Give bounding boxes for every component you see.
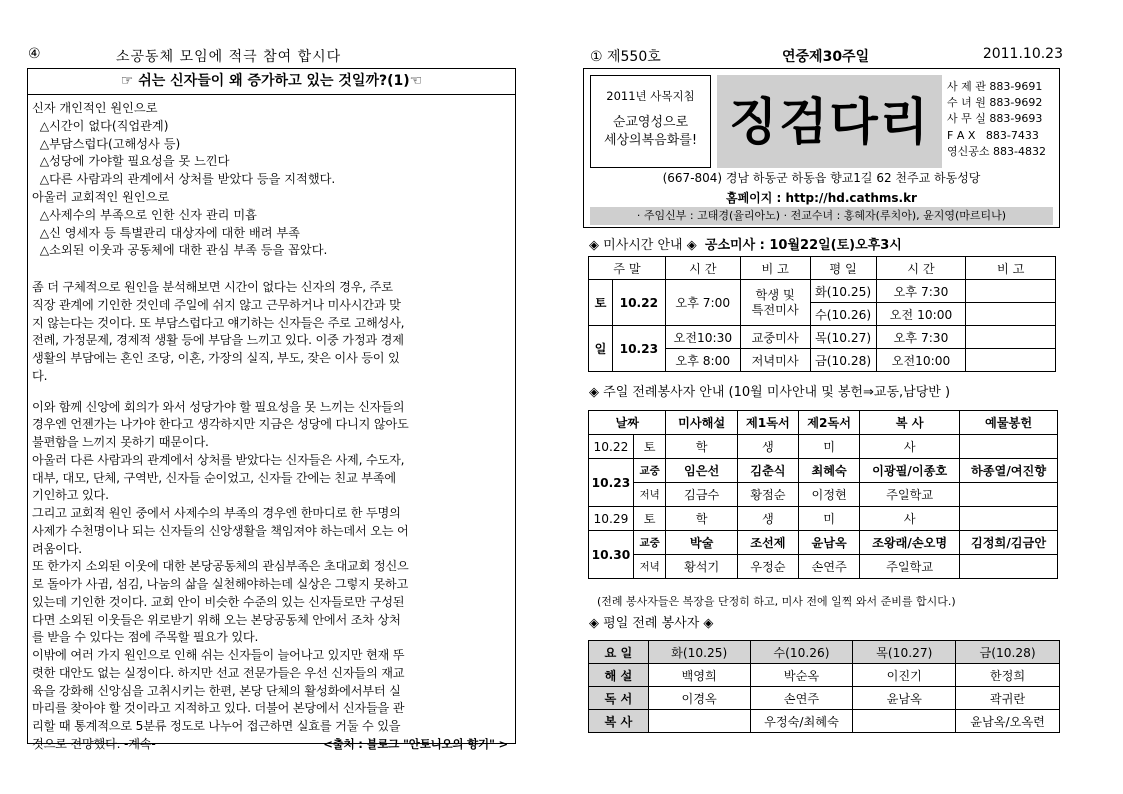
mass-section-title — [589, 234, 902, 253]
newsletter-logo: 징검다리 — [717, 75, 942, 168]
serve-cell: 윤남옥 — [799, 531, 860, 555]
serve-cell: 박술 — [666, 531, 737, 555]
article-source: <출처 : 블로그 "안토니오의 향기" > — [323, 736, 508, 751]
article-line: 좀 더 구체적으로 원인을 분석해보면 시간이 없다는 신자의 경우, 주로 — [32, 280, 393, 294]
article-line: 렷한 대안도 없는 실정이다. 하지만 선교 전문가들은 우선 신자들의 재교 — [32, 665, 405, 680]
mass-header: 비 고 — [740, 257, 810, 280]
left-page-number: ④ — [28, 46, 41, 62]
serve-date: 10.29 — [589, 507, 634, 531]
mass-header: 주 말 — [589, 257, 666, 280]
article-line: 전례, 가정문제, 경제적 생활 등에 부담을 느끼고 있다. 이중 가정과 경제 — [32, 333, 404, 348]
weekday-day: 금(10.28) — [810, 349, 876, 372]
sat-note: 특전미사 — [751, 302, 799, 317]
serve-mass-label: 저녁 — [633, 555, 666, 579]
mass-schedule-table — [588, 256, 1056, 372]
serve-header: 제2독서 — [799, 411, 860, 435]
cause-list-line: △소외된 이웃과 공동체에 대한 관심 부족 등을 꼽았다. — [32, 243, 328, 258]
week-header: 화(10.25) — [648, 641, 750, 664]
weekday-day: 화(10.25) — [810, 280, 876, 303]
serve-cell: 사 — [860, 435, 960, 459]
cause-list-line: △부담스럽다(고해성사 등) — [32, 136, 181, 151]
server-notice: (전례 봉사자들은 복장을 단정히 하고, 미사 전에 일찍 와서 준비를 합시다.) — [597, 595, 956, 608]
left-page-header — [26, 46, 516, 66]
serve-cell: 하종열/여진향 — [960, 459, 1058, 483]
gongso-mass: 공소미사 : 10월22일(토)오후3시 — [704, 238, 902, 253]
article-line: 불편함을 느끼지 못하기 때문이다. — [32, 435, 209, 449]
serve-cell: 조선제 — [737, 531, 798, 555]
sun-date: 10.23 — [612, 326, 665, 372]
serve-cell: 미 — [799, 507, 860, 531]
mass-header: 비 고 — [966, 257, 1056, 280]
contact-line: 사 제 관 883-9691 — [947, 80, 1043, 93]
week-cell: 손연주 — [750, 687, 853, 710]
cause-list-line: △시간이 없다(직업관계) — [32, 118, 169, 133]
weekday-server-table — [588, 640, 1060, 733]
article-line: 대부, 대모, 단체, 구역반, 신자들 순이었고, 신자들 간에는 친교 부족에 — [32, 470, 396, 485]
sun-time: 오후 8:00 — [665, 349, 740, 372]
serve-cell: 임은선 — [666, 459, 737, 483]
sunday-server-table — [588, 410, 1058, 579]
article-line: 기인하고 있다. — [32, 488, 109, 503]
serve-date: 10.22 — [589, 435, 634, 459]
serve-cell: 김금수 — [666, 483, 737, 507]
serve-header: 미사해설 — [666, 411, 737, 435]
serve-cell: 우정순 — [737, 555, 798, 579]
staff-line: · 주임신부 : 고태경(율리아노) · 전교수녀 : 홍혜자(루치아), 윤지영(마르티나) — [590, 207, 1053, 225]
article-line: 리할 때 통계적으로 5분류 정도로 나누어 접근하면 실효를 거둘 수 있을 — [32, 719, 401, 733]
serve-cell: 황석기 — [666, 555, 737, 579]
serve-cell: 사 — [860, 507, 960, 531]
directive-line2: 세상의복음화를! — [603, 133, 698, 148]
contact-line: F A X 883-7433 — [947, 128, 1039, 142]
pastoral-directive — [590, 75, 711, 168]
cause-list-line: △신 영세자 등 특별관리 대상자에 대한 배려 부족 — [32, 225, 300, 240]
serve-header: 제1독서 — [737, 411, 798, 435]
serve-cell: 생 — [737, 507, 798, 531]
left-slogan: 소공동체 모임에 적극 참여 합시다 — [116, 49, 342, 65]
serve-day: 토 — [633, 507, 666, 531]
article-line: 마리를 찾아야 할 것이라고 지적하고 있다. 더불어 본당에서 신자들을 관 — [32, 701, 405, 716]
article-line: 있는데 기인한 것이다. 교회 안이 비슷한 수준의 있는 신자들로만 구성된 — [32, 594, 405, 609]
article-line: 경우엔 언젠가는 나가야 한다고 생각하지만 지금은 성당에 다니지 않아도 — [32, 417, 409, 432]
week-cell: 이진기 — [853, 664, 956, 687]
article-line: 직장 관계에 기인한 것인데 주일에 쉬지 않고 근무하거나 미사시간과 맞 — [32, 297, 401, 312]
issue-date: 2011.10.23 — [982, 46, 1063, 62]
sat-day: 토 — [589, 280, 613, 326]
serve-cell: 조왕래/손오명 — [860, 531, 960, 555]
sun-time: 오전10:30 — [665, 326, 740, 349]
week-cell: 이경옥 — [648, 687, 750, 710]
right-page-header — [588, 46, 1063, 66]
weekday-section-title: ◈ 평일 전례 봉사자 ◈ — [589, 616, 714, 631]
article-line: 또 한가지 소외된 이웃에 대한 본당공동체의 관심부족은 초대교회 정신으 — [32, 559, 409, 574]
article-line: 이와 함께 신앙에 회의가 와서 성당가야 할 필요성을 못 느끼는 신자들의 — [32, 399, 405, 414]
article-line: 그리고 교회적 원인 중에서 사제수의 부족의 경우엔 한마디로 한 두명의 — [32, 506, 401, 520]
issue-number: ① 제550호 — [590, 49, 661, 65]
cause-list-line: △다른 사람과의 관계에서 상처를 받았다 등을 지적했다. — [32, 172, 336, 187]
serve-cell: 주일학교 — [860, 555, 960, 579]
sat-note: 학생 및 — [755, 287, 795, 302]
week-cell: 윤남옥/오옥련 — [956, 710, 1060, 733]
serve-cell: 미 — [799, 435, 860, 459]
article-box — [27, 68, 516, 751]
contact-line: 사 무 실 883-9693 — [947, 112, 1043, 126]
week-header: 요 일 — [589, 641, 649, 664]
serve-cell: 학 — [666, 435, 737, 459]
serve-cell: 김정희/김금안 — [960, 531, 1058, 555]
contact-list — [947, 79, 1046, 160]
article-line: 지 않는다는 것이다. 또 부담스럽다고 얘기하는 신자들은 주로 고해성사, — [32, 315, 405, 330]
article-line: 생활의 부담에는 혼인 조당, 이혼, 가장의 실직, 부도, 잦은 이사 등이 있 — [32, 351, 400, 365]
week-row-label: 독 서 — [589, 687, 649, 710]
cause-list — [32, 100, 512, 260]
serve-header: 날짜 — [589, 411, 666, 435]
article-line: 다면 소외된 이웃들은 위로받기 위해 오는 본당공동체 안에서 조차 상처 — [32, 612, 401, 627]
article-line: 사제가 수천명이나 되는 신자들의 신앙생활을 책임져야 하는데서 오는 어 — [32, 523, 409, 538]
serve-mass-label: 교중 — [633, 459, 666, 483]
serve-mass-label: 교중 — [633, 531, 666, 555]
article-line: 려움이다. — [32, 541, 82, 556]
week-header: 금(10.28) — [956, 641, 1060, 664]
serve-cell: 황점순 — [737, 483, 798, 507]
weekday-time: 오전10:00 — [876, 349, 966, 372]
serve-cell: 김춘식 — [737, 459, 798, 483]
article-line: 아울러 다른 사람과의 관계에서 상처를 받았다는 신자들은 사제, 수도자, — [32, 452, 405, 467]
serve-day: 토 — [633, 435, 666, 459]
article-line: 로 돌아가 사귐, 섬김, 나눔의 삶을 실천해야하는데 실상은 그렇지 못하고 — [32, 577, 409, 591]
week-row-label: 복 사 — [589, 710, 649, 733]
serve-cell: 주일학교 — [860, 483, 960, 507]
directive-line1: 순교영성으로 — [612, 115, 689, 130]
mass-header: 평 일 — [810, 257, 876, 280]
masthead — [583, 68, 1060, 228]
serve-cell: 생 — [737, 435, 798, 459]
week-cell: 우정숙/최혜숙 — [750, 710, 853, 733]
cause-list-line: 신자 개인적인 원인으로 — [32, 101, 158, 115]
article-line: 것으로 전망했다. -계속- — [32, 736, 156, 751]
article-line: 를 받을 수 있다는 점에 주목할 필요가 있다. — [32, 630, 259, 645]
article-line: 육을 강화해 신앙심을 고취시키는 한편, 본당 단체의 활성화에서부터 실 — [32, 683, 401, 698]
cause-list-line: 아울러 교회적인 원인으로 — [32, 189, 170, 204]
mass-header: 시 간 — [665, 257, 740, 280]
cause-list-line: △사제수의 부족으로 인한 신자 관리 미흡 — [32, 207, 257, 222]
serve-cell: 손연주 — [799, 555, 860, 579]
sun-day: 일 — [589, 326, 613, 372]
article-title: ☞ 쉬는 신자들이 왜 증가하고 있는 것일까?(1)☜ — [28, 69, 515, 95]
church-address: (667-804) 경남 하동군 하동읍 향교1길 62 천주교 하동성당 — [662, 171, 981, 185]
weekday-day: 수(10.26) — [810, 303, 876, 326]
mass-title: ◈ 미사시간 안내 ◈ — [589, 238, 697, 253]
sun-note: 교중미사 — [740, 326, 810, 349]
homepage-link[interactable]: 홈페이지 : http://hd.cathms.kr — [726, 191, 917, 205]
cause-list-line: △성당에 가야할 필요성을 못 느낀다 — [32, 154, 230, 169]
week-cell: 윤남옥 — [853, 687, 956, 710]
serve-header: 예물봉헌 — [960, 411, 1058, 435]
article-line: 이밖에 여러 가지 원인으로 인해 쉬는 신자들이 늘어나고 있지만 현재 뚜 — [32, 648, 405, 662]
weekday-day: 목(10.27) — [810, 326, 876, 349]
serve-cell: 학 — [666, 507, 737, 531]
serve-mass-label: 저녁 — [633, 483, 666, 507]
week-header: 목(10.27) — [853, 641, 956, 664]
sun-note: 저녁미사 — [740, 349, 810, 372]
weekday-time: 오전 10:00 — [876, 303, 966, 326]
weekday-time: 오후 7:30 — [876, 326, 966, 349]
serve-date: 10.23 — [589, 459, 634, 507]
liturgical-week: 연중제30주일 — [782, 49, 870, 65]
contact-line: 수 녀 원 883-9692 — [947, 96, 1043, 110]
week-row-label: 해 설 — [589, 664, 649, 687]
directive-year: 2011년 사목지침 — [606, 89, 695, 103]
sat-time: 오후 7:00 — [665, 280, 740, 326]
week-cell: 박순옥 — [750, 664, 853, 687]
week-cell: 백영희 — [648, 664, 750, 687]
serve-cell: 최혜숙 — [799, 459, 860, 483]
mass-header: 시 간 — [876, 257, 966, 280]
article-body — [32, 279, 512, 754]
week-header: 수(10.26) — [750, 641, 853, 664]
serve-cell: 이정현 — [799, 483, 860, 507]
week-cell: 한정희 — [956, 664, 1060, 687]
weekday-time: 오후 7:30 — [876, 280, 966, 303]
serve-section-title: ◈ 주일 전례봉사자 안내 (10월 미사안내 및 봉헌⇒교동,남당반 ) — [589, 385, 951, 400]
contact-line: 영신공소 883-4832 — [947, 144, 1046, 158]
serve-date: 10.30 — [589, 531, 634, 579]
week-cell: 곽귀란 — [956, 687, 1060, 710]
article-line: 다. — [32, 368, 48, 383]
sat-date: 10.22 — [612, 280, 665, 326]
serve-cell: 이광필/이종호 — [860, 459, 960, 483]
serve-header: 복 사 — [860, 411, 960, 435]
